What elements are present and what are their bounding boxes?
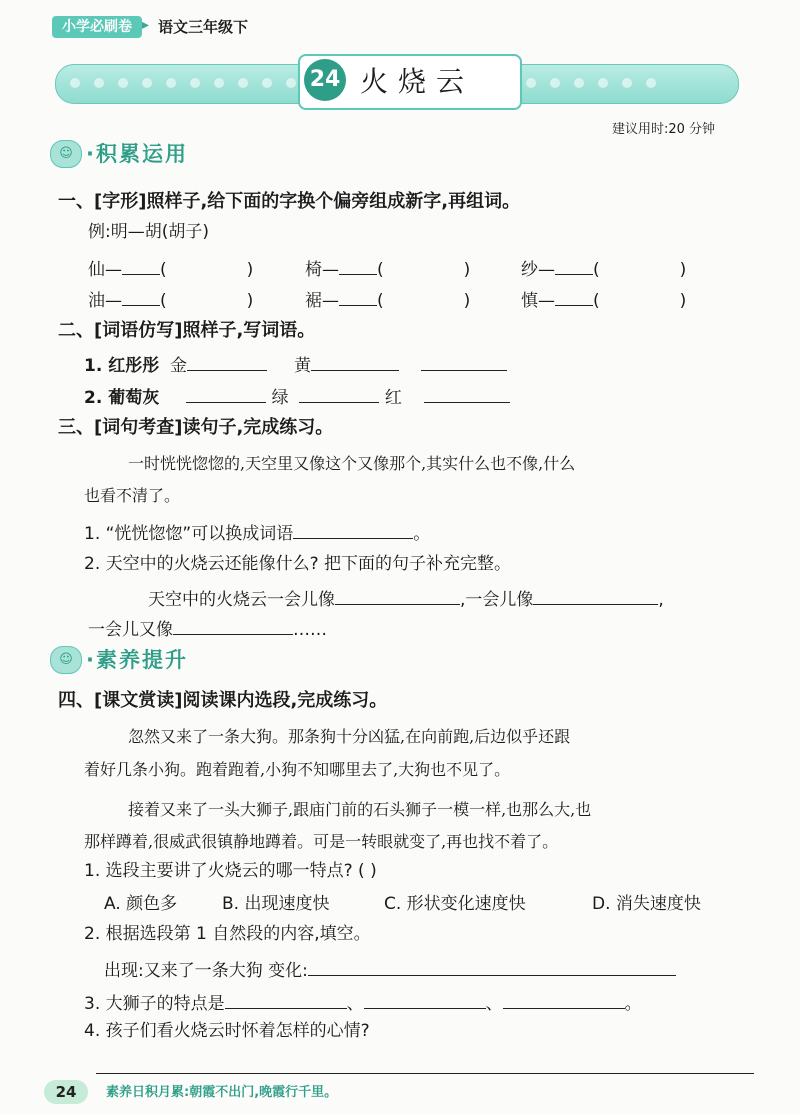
q1-item: 裾— ( ) bbox=[305, 285, 470, 314]
section-header-improve bbox=[50, 644, 188, 674]
q4-sub-4: 4. 孩子们看火烧云时怀着怎样的心情? bbox=[84, 1021, 370, 1041]
q3-sub-2: 2. 天空中的火烧云还能像什么? 把下面的句子补充完整。 bbox=[84, 554, 512, 574]
suggested-time: 建议用时:20 分钟 bbox=[612, 122, 716, 137]
section-title: ·积累运用 bbox=[86, 141, 188, 166]
q3-passage: 也看不清了。 bbox=[84, 486, 181, 505]
blank[interactable] bbox=[533, 584, 658, 605]
q1-item: 慎— ( ) bbox=[521, 285, 686, 314]
q4-passage: 忽然又来了一条大狗。那条狗十分凶猛,在向前跑,后边似乎还跟 bbox=[128, 727, 571, 746]
q4-option-c[interactable]: C. 形状变化速度快 bbox=[384, 894, 526, 914]
footer-motto: 素养日积月累:朝霞不出门,晚霞行千里。 bbox=[106, 1085, 338, 1100]
blank[interactable] bbox=[122, 285, 160, 306]
blank[interactable] bbox=[186, 382, 266, 403]
brand-label: 小学必刷卷 bbox=[52, 16, 142, 38]
question-4-prompt: 四、[课文赏读]阅读课内选段,完成练习。 bbox=[58, 690, 388, 711]
blank[interactable] bbox=[555, 254, 593, 275]
question-2-prompt: 二、[词语仿写]照样子,写词语。 bbox=[58, 320, 316, 341]
lesson-title: 火烧云 bbox=[360, 65, 475, 98]
q4-sub-3: 3. 大狮子的特点是 、 、 。 bbox=[84, 988, 642, 1017]
blank[interactable] bbox=[173, 614, 293, 635]
q1-item: 纱— ( ) bbox=[521, 254, 686, 283]
q2-row-1: 1. 红彤彤 金 黄 bbox=[84, 350, 507, 379]
question-3-prompt: 三、[词句考查]读句子,完成练习。 bbox=[58, 417, 334, 438]
q4-sub-2-fill: 出现:又来了一条大狗 变化: bbox=[104, 955, 676, 984]
q3-passage: 一时恍恍惚惚的,天空里又像这个又像那个,其实什么也不像,什么 bbox=[128, 454, 576, 473]
blank[interactable] bbox=[424, 382, 510, 403]
blank[interactable] bbox=[308, 955, 676, 976]
q4-passage: 着好几条小狗。跑着跑着,小狗不知哪里去了,大狗也不见了。 bbox=[84, 760, 511, 779]
q4-sub-2: 2. 根据选段第 1 自然段的内容,填空。 bbox=[84, 924, 371, 944]
q3-sub-1: 1. “恍恍惚惚”可以换成词语 。 bbox=[84, 518, 430, 547]
q1-item: 油— ( ) bbox=[88, 285, 253, 314]
answer-line[interactable] bbox=[96, 1072, 754, 1074]
q4-option-b[interactable]: B. 出现速度快 bbox=[222, 894, 330, 914]
blank[interactable] bbox=[339, 285, 377, 306]
grade-label: 语文三年级下 bbox=[158, 18, 249, 36]
q4-option-a[interactable]: A. 颜色多 bbox=[104, 894, 178, 914]
blank[interactable] bbox=[421, 350, 507, 371]
blank[interactable] bbox=[335, 584, 460, 605]
blank[interactable] bbox=[293, 518, 413, 539]
q2-row-2: 2. 葡萄灰 绿 红 bbox=[84, 382, 510, 411]
question-1-prompt: 一、[字形]照样子,给下面的字换个偏旁组成新字,再组词。 bbox=[58, 191, 521, 212]
blank[interactable] bbox=[299, 382, 379, 403]
section-title: ·素养提升 bbox=[86, 647, 188, 672]
mascot-icon: ☺ bbox=[50, 140, 82, 168]
blank[interactable] bbox=[555, 285, 593, 306]
blank[interactable] bbox=[311, 350, 399, 371]
q3-fill-2: 一会儿又像 …… bbox=[88, 614, 327, 643]
blank[interactable] bbox=[364, 988, 486, 1009]
question-1-example: 例:明—胡(胡子) bbox=[88, 222, 209, 242]
arrow-icon: ▸ bbox=[142, 17, 150, 33]
mascot-icon: ☺ bbox=[50, 646, 82, 674]
q1-item: 椅— ( ) bbox=[305, 254, 470, 283]
blank[interactable] bbox=[225, 988, 347, 1009]
section-header-accumulate bbox=[50, 138, 188, 168]
q4-passage: 接着又来了一头大狮子,跟庙门前的石头狮子一模一样,也那么大,也 bbox=[128, 800, 592, 819]
q4-option-d[interactable]: D. 消失速度快 bbox=[592, 894, 701, 914]
page-number: 24 bbox=[44, 1080, 88, 1104]
lesson-number: 24 bbox=[304, 59, 346, 101]
q4-passage: 那样蹲着,很威武很镇静地蹲着。可是一转眼就变了,再也找不着了。 bbox=[84, 832, 559, 851]
blank[interactable] bbox=[122, 254, 160, 275]
q3-fill: 天空中的火烧云一会儿像 ,一会儿像 , bbox=[148, 584, 664, 613]
blank[interactable] bbox=[503, 988, 625, 1009]
blank[interactable] bbox=[339, 254, 377, 275]
q1-item: 仙— ( ) bbox=[88, 254, 253, 283]
q4-sub-1: 1. 选段主要讲了火烧云的哪一特点? ( ) bbox=[84, 861, 377, 881]
blank[interactable] bbox=[187, 350, 267, 371]
